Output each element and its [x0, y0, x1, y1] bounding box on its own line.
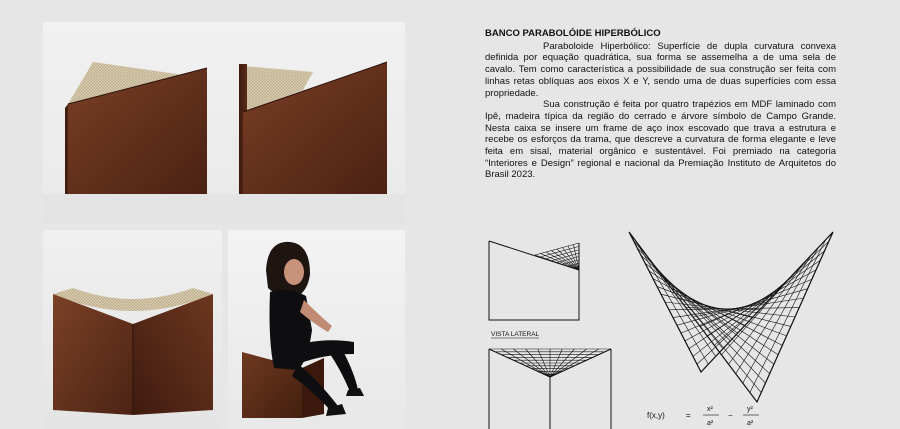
stool-right: [239, 62, 387, 194]
formula: [647, 406, 759, 427]
net-line: [535, 255, 579, 270]
front-view-net: [489, 349, 611, 377]
side-view-drawing: [489, 241, 579, 320]
net-line: [707, 286, 781, 335]
photo-woman-seated: [228, 230, 405, 429]
formula-lhs: f(x,y): [647, 411, 665, 420]
front-view-drawing: [489, 349, 611, 429]
stool-closeup: [53, 288, 213, 415]
document-title: BANCO PARABOLÓIDE HIPERBÓLICO: [485, 28, 661, 39]
description-text-block: [485, 28, 836, 181]
formula-equals: =: [686, 411, 691, 420]
formula-term2-numerator: y²: [747, 406, 753, 413]
side-view-label: VISTA LATERAL: [491, 331, 540, 338]
hypar-net: [629, 232, 833, 402]
formula-minus: −: [728, 411, 733, 420]
photo-stool-closeup: [43, 230, 222, 429]
photo-two-stools: [43, 22, 405, 224]
net-line: [657, 270, 730, 341]
side-view-net: [535, 243, 579, 270]
paragraph-definition: Paraboloide Hiperbólico: Superfície de dupla curvatura convexa definida por equação quadrática, sua forma se assemelha a de uma sela de cavalo. Tem como característica a possibilidade de sua construção ser feita com linhas retas oblíquas aos eixos X e Y, sendo uma de duas superfícies com essa propriedade.: [485, 40, 836, 99]
technical-diagrams: [475, 225, 900, 429]
formula-term2-denominator: a²: [747, 420, 754, 427]
stool-left: [65, 62, 207, 194]
net-line: [750, 240, 826, 393]
net-line: [736, 255, 811, 373]
formula-term1-numerator: x²: [707, 406, 713, 413]
hyperbolic-paraboloid-drawing: [629, 232, 833, 402]
net-line: [643, 251, 715, 357]
formula-term1-denominator: a²: [707, 420, 714, 427]
paragraph-construction: Sua construção é feita por quatro trapézios em MDF laminado com Ipê, madeira típica da região do cerrado e árvore símbolo de Campo Grande. Nesta caixa se insere um frame de aço inox escovado que trava a estrutura e recebe os esforços da trama, que descreve a curvatura de forma elegante e leve feita em sisal, material orgânico e sustentável. Foi premiado na categoria “Interiores e Design” regional e nacional da Premiação Instituto de Arquitetos do Brasil 2023.: [485, 99, 836, 181]
